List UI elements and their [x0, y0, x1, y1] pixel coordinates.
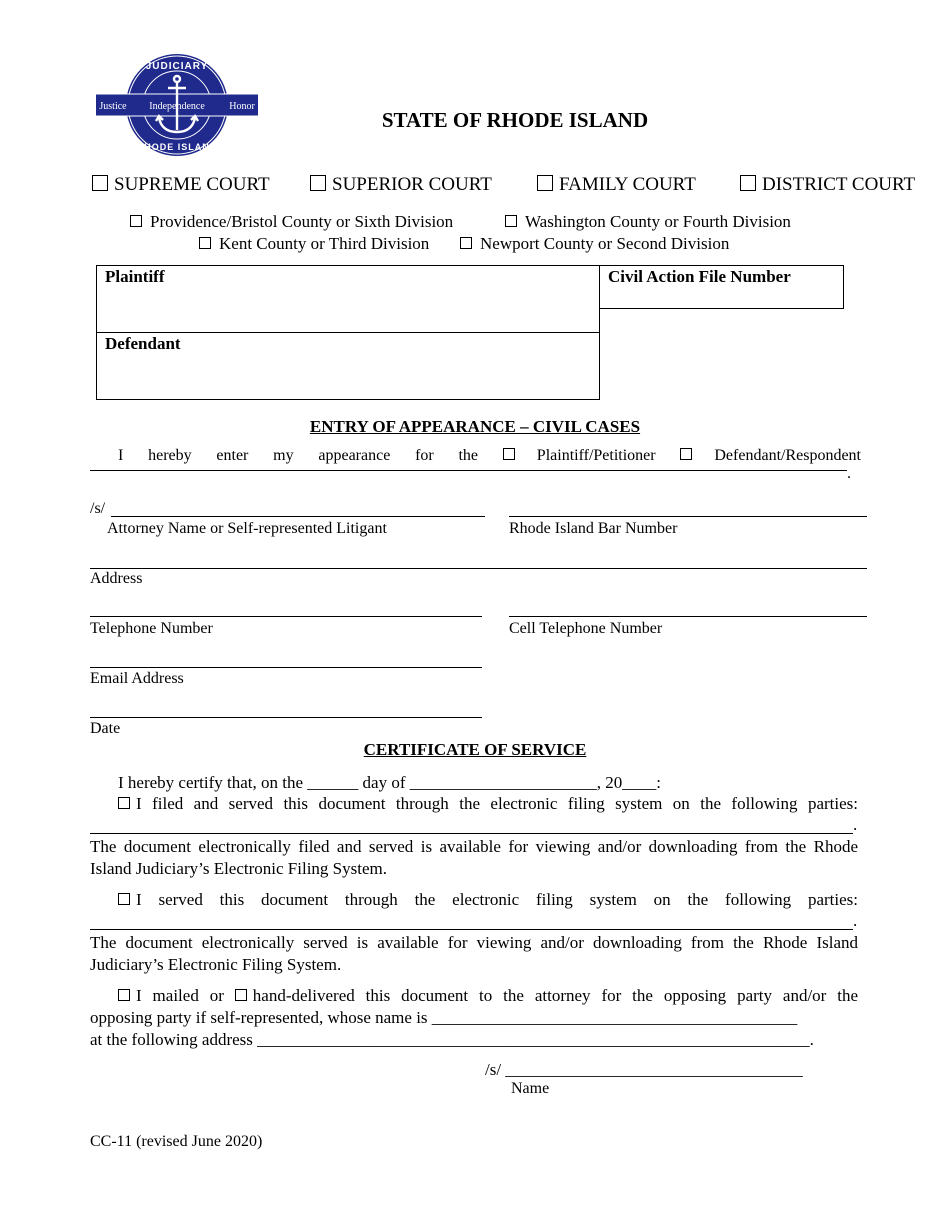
- court-option-superior[interactable]: [310, 174, 492, 196]
- cell-telephone-label: Cell Telephone Number: [509, 620, 663, 637]
- parties-line-1[interactable]: [90, 817, 853, 834]
- defendant-respondent-option[interactable]: [680, 447, 861, 465]
- bar-number-label: Rhode Island Bar Number: [509, 520, 678, 537]
- seal-arc-bottom: RHODE ISLAND: [136, 142, 218, 152]
- party-line-period: .: [847, 465, 851, 482]
- bar-number-line[interactable]: [509, 500, 867, 517]
- county-label: Providence/Bristol County or Sixth Division: [150, 212, 454, 231]
- appearance-title: ENTRY OF APPEARANCE – CIVIL CASES: [309, 417, 641, 436]
- court-label: DISTRICT COURT: [762, 174, 916, 195]
- service-option-efile-served[interactable]: [118, 794, 858, 814]
- defendant-label: Defendant: [105, 334, 181, 353]
- plaintiff-label: Plaintiff: [105, 267, 165, 286]
- sig-prefix: /s/: [90, 500, 106, 517]
- email-label: Email Address: [90, 670, 184, 687]
- mailed-checkbox[interactable]: [118, 989, 130, 1001]
- cell-telephone-line[interactable]: [509, 600, 867, 617]
- telephone-label: Telephone Number: [90, 620, 213, 637]
- efile-served-checkbox[interactable]: [118, 797, 130, 809]
- certificate-title: CERTIFICATE OF SERVICE: [363, 740, 587, 759]
- kent-checkbox[interactable]: [199, 237, 211, 249]
- appearance-word: for: [415, 447, 434, 464]
- option-label: Plaintiff/Petitioner: [536, 447, 656, 464]
- appearance-word: hereby: [148, 447, 192, 464]
- opposing-party-name-line[interactable]: opposing party if self-represented, whose name is ___________________________________________: [90, 1008, 798, 1027]
- family-court-checkbox[interactable]: [537, 175, 553, 191]
- efile-checkbox[interactable]: [118, 893, 130, 905]
- county-option-newport[interactable]: [460, 234, 729, 254]
- plaintiff-petitioner-option[interactable]: [503, 447, 656, 465]
- opposing-party-address-line[interactable]: at the following address _________________________________________________________________.: [90, 1030, 814, 1049]
- address-label: Address: [90, 570, 143, 587]
- seal-icon: [96, 52, 258, 158]
- plaintiff-petitioner-checkbox[interactable]: [503, 448, 515, 460]
- county-option-washington[interactable]: [505, 212, 791, 232]
- hand-delivered-checkbox[interactable]: [235, 989, 247, 1001]
- period: .: [853, 815, 858, 834]
- period: .: [853, 911, 858, 930]
- service-option-efile[interactable]: [118, 890, 858, 910]
- court-option-district[interactable]: [740, 174, 915, 196]
- county-option-kent[interactable]: [199, 234, 429, 254]
- appearance-word: enter: [216, 447, 249, 464]
- eserve-availability-text: The document electronically served is available for viewing and/or downloading from the Rhode Island Judiciary’s Electronic Filing System.: [90, 933, 858, 974]
- attorney-label: Attorney Name or Self-represented Litigant: [107, 520, 387, 537]
- certificate-signature-line[interactable]: /s/ ___________________________________: [485, 1060, 803, 1079]
- court-label: SUPERIOR COURT: [332, 174, 492, 195]
- district-court-checkbox[interactable]: [740, 175, 756, 191]
- email-line[interactable]: [90, 651, 482, 668]
- appearance-sentence: [118, 447, 861, 465]
- form-id: CC-11 (revised June 2020): [90, 1133, 263, 1150]
- county-option-providence[interactable]: [130, 212, 453, 232]
- date-label: Date: [90, 720, 121, 737]
- defendant-respondent-checkbox[interactable]: [680, 448, 692, 460]
- file-number-label: Civil Action File Number: [608, 267, 791, 286]
- option-label: Defendant/Respondent: [714, 447, 861, 464]
- parties-line-2[interactable]: [90, 913, 853, 930]
- certify-line: I hereby certify that, on the ______ day of ______________________, 20____:: [118, 773, 661, 792]
- option-text: I mailed or: [136, 986, 224, 1005]
- state-title: STATE OF RHODE ISLAND: [381, 108, 649, 132]
- seal-word-independence: Independence: [149, 101, 205, 112]
- supreme-court-checkbox[interactable]: [92, 175, 108, 191]
- newport-checkbox[interactable]: [460, 237, 472, 249]
- court-label: SUPREME COURT: [114, 174, 270, 195]
- appearance-word: the: [458, 447, 479, 464]
- county-label: Kent County or Third Division: [219, 234, 430, 253]
- providence-checkbox[interactable]: [130, 215, 142, 227]
- county-label: Washington County or Fourth Division: [525, 212, 791, 231]
- service-option-mail-hand[interactable]: [118, 986, 858, 1006]
- option-text: I served this document through the electronic filing system on the following parties:: [136, 890, 858, 909]
- file-number-box[interactable]: [599, 265, 844, 309]
- telephone-line[interactable]: [90, 600, 482, 617]
- address-line[interactable]: [90, 552, 867, 569]
- appearance-word: I: [118, 447, 124, 464]
- seal-arc-top: JUDICIARY: [145, 61, 209, 72]
- option-text: hand-delivered this document to the attorney for the opposing party and/or the: [252, 986, 859, 1005]
- appearance-word: my: [273, 447, 294, 464]
- court-option-family[interactable]: [537, 174, 696, 196]
- plaintiff-box[interactable]: [96, 265, 600, 333]
- attorney-signature-line[interactable]: [111, 500, 485, 517]
- appearance-word: appearance: [318, 447, 391, 464]
- option-text: I filed and served this document through the electronic filing system on the following parties:: [136, 794, 858, 813]
- date-line[interactable]: [90, 701, 482, 718]
- superior-court-checkbox[interactable]: [310, 175, 326, 191]
- seal-word-justice: Justice: [99, 101, 127, 112]
- court-option-supreme[interactable]: [92, 174, 270, 196]
- certificate-name-label: Name: [511, 1080, 550, 1097]
- court-label: FAMILY COURT: [559, 174, 696, 195]
- county-label: Newport County or Second Division: [480, 234, 730, 253]
- washington-checkbox[interactable]: [505, 215, 517, 227]
- party-name-line[interactable]: [90, 470, 847, 471]
- defendant-box[interactable]: [96, 332, 600, 400]
- efile-availability-text: The document electronically filed and served is available for viewing and/or downloading from the Rhode Island Judiciary’s Electronic Filing System.: [90, 837, 858, 878]
- judiciary-seal: [96, 52, 258, 158]
- seal-word-honor: Honor: [229, 101, 255, 112]
